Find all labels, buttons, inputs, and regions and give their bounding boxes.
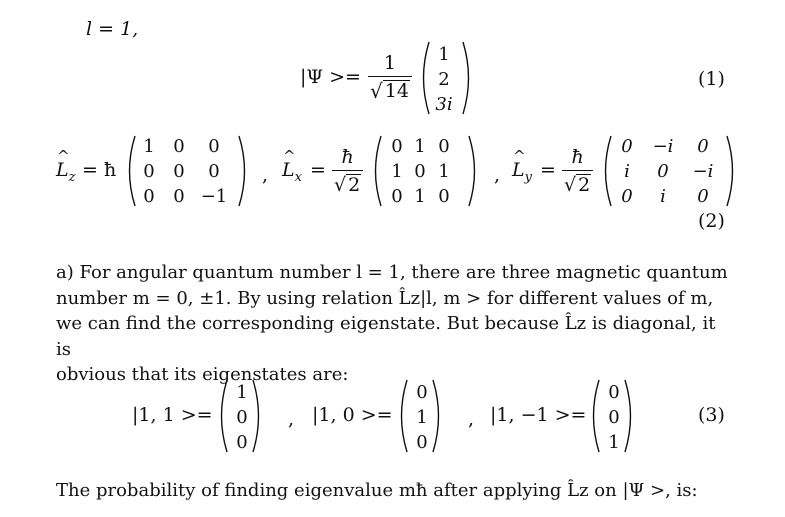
paragraph-a-line-4: obvious that its eigenstates are: (56, 364, 349, 385)
psi-frac-num: 1 (383, 52, 397, 74)
comma-4: , (468, 408, 475, 430)
probability-sentence: The probability of finding eigenvalue mħ after applying L̂z on |Ψ >, is: (56, 480, 698, 501)
psi-vec-1: 1 (438, 44, 450, 65)
l-equals-one: l = 1, (86, 18, 139, 40)
Lx-13: 0 (438, 136, 450, 157)
psi-lhs: |Ψ >= (300, 66, 361, 88)
v3-2: 0 (608, 407, 620, 428)
Ly-21: i (624, 161, 630, 182)
Lz-13: 0 (208, 136, 220, 157)
Lx-symbol: ^ $L_x$ (282, 161, 302, 180)
Ly-symbol: ^ $L_y$ (512, 161, 532, 180)
equation-1 (300, 40, 480, 116)
Lz-33: −1 (200, 186, 228, 207)
ket-1-0: |1, 0 >= (312, 404, 393, 426)
paragraph-a-line-3: we can find the corresponding eigenstate. But because L̂z is diagonal, it is (56, 313, 716, 360)
psi-vec-2: 2 (438, 69, 450, 90)
Ly-32: i (660, 186, 666, 207)
Lx-12: 1 (414, 136, 426, 157)
Ly-22: 0 (657, 161, 669, 182)
Lz-symbol: ^ $L_z$ (56, 161, 75, 180)
Ly-fraction: ħ √ 2 (562, 148, 593, 195)
right-paren-icon (236, 134, 252, 208)
Lx-fraction: ħ √ 2 (332, 148, 363, 195)
Lz-21: 0 (143, 161, 155, 182)
right-paren-icon (724, 134, 740, 208)
Lz-32: 0 (173, 186, 185, 207)
comma-1: , (262, 164, 269, 186)
right-paren-icon (460, 40, 476, 116)
eq-number-2: (2) (698, 210, 725, 232)
eq-number-1: (1) (698, 68, 725, 90)
ket-1-1: |1, 1 >= (132, 404, 213, 426)
Ly-12: −i (652, 136, 674, 157)
paragraph-a (56, 260, 736, 388)
v2-2: 1 (416, 407, 428, 428)
Lz-12: 0 (173, 136, 185, 157)
right-paren-icon (250, 378, 266, 454)
v1-3: 0 (236, 432, 248, 453)
paragraph-a-line-2: number m = 0, ±1. By using relation L̂z|l, m > for different values of m, (56, 287, 714, 309)
Lx-lhs: = (310, 159, 326, 181)
Lx-31: 0 (391, 186, 403, 207)
Lx-two: 2 (348, 174, 361, 196)
v3-3: 1 (608, 432, 620, 453)
equation-3 (132, 378, 652, 458)
Lz-lhs: = ħ (82, 159, 117, 181)
Ly-31: 0 (621, 186, 633, 207)
equation-2 (56, 130, 746, 210)
psi-vec-3: 3i (435, 94, 453, 115)
ket-1-minus1: |1, −1 >= (490, 404, 587, 426)
Ly-11: 0 (621, 136, 633, 157)
comma-3: , (288, 408, 295, 430)
Lx-32: 1 (414, 186, 426, 207)
comma-2: , (494, 164, 501, 186)
Ly-two: 2 (578, 174, 591, 196)
v1-2: 0 (236, 407, 248, 428)
Ly-hbar: ħ (571, 146, 584, 168)
v3-1: 0 (608, 382, 620, 403)
psi-fraction: 1 √ 14 (368, 54, 412, 102)
eq-number-3: (3) (698, 404, 725, 426)
psi-frac-den: 14 (384, 80, 409, 102)
Lx-23: 1 (438, 161, 450, 182)
Ly-23: −i (692, 161, 714, 182)
v1-1: 1 (236, 382, 248, 403)
Lz-23: 0 (208, 161, 220, 182)
right-paren-icon (430, 378, 446, 454)
Lx-11: 0 (391, 136, 403, 157)
right-paren-icon (622, 378, 638, 454)
Lx-21: 1 (391, 161, 403, 182)
paragraph-a-line-1: a) For angular quantum number l = 1, there are three magnetic quantum (56, 262, 728, 283)
Lz-11: 1 (143, 136, 155, 157)
v2-1: 0 (416, 382, 428, 403)
Lx-33: 0 (438, 186, 450, 207)
right-paren-icon (466, 134, 482, 208)
Lx-22: 0 (414, 161, 426, 182)
v2-3: 0 (416, 432, 428, 453)
Ly-33: 0 (697, 186, 709, 207)
Lz-22: 0 (173, 161, 185, 182)
Ly-13: 0 (697, 136, 709, 157)
Lz-31: 0 (143, 186, 155, 207)
Ly-lhs: = (540, 159, 556, 181)
Lx-hbar: ħ (341, 146, 354, 168)
